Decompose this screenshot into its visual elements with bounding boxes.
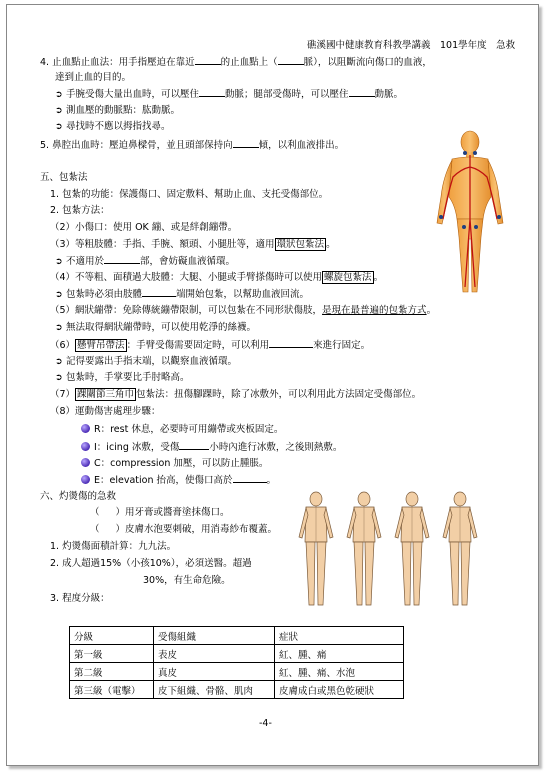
gem-bullet-icon: [81, 475, 90, 484]
table-row: [70, 663, 404, 681]
table-header-cell: 症狀: [275, 627, 404, 645]
part5-item-6: （6） 懸臂吊帶法 ：手臂受傷需要固定時，可以利用 來進行固定。: [50, 340, 371, 351]
table-header-cell: 分級: [70, 627, 154, 645]
sec5-nosebleed: 5. 鼻腔出血時：壓迫鼻樑骨，並且頭部保持向 傾，以利血液排出。: [40, 140, 345, 151]
table-cell: 第二級: [70, 663, 154, 681]
rice-r: R：rest 休息，必要時可用繃帶或夾板固定。: [81, 423, 283, 436]
burn-degree-table: [69, 626, 404, 699]
part5-item-2: （2）小傷口：使用 OK 繃、或是絆創繃帶。: [50, 222, 238, 233]
part6-heading: 六、灼燙傷的急救: [40, 491, 117, 502]
table-cell: 皮下組織、骨骼、肌肉: [154, 681, 275, 699]
table-cell: 紅、腫、痛、水泡: [275, 663, 404, 681]
table-cell: 紅、腫、痛: [275, 645, 404, 663]
part5-heading: 五、包紮法: [40, 172, 88, 183]
part6-point-3: 3. 程度分級：: [50, 593, 110, 604]
rice-e: E：elevation 抬高，使傷口高於 。: [81, 473, 276, 487]
table-cell: 第一級: [70, 645, 154, 663]
arrow-bullet-icon: ➲: [55, 122, 63, 132]
sec4-bullet-3: ➲ 尋找時不應以拇指找尋。: [55, 121, 171, 132]
table-row: [70, 681, 404, 699]
rice-i: I：icing 冰敷，受傷 小時內進行冰敷，之後則熱敷。: [81, 440, 342, 454]
arrow-bullet-icon: ➲: [55, 357, 63, 367]
gem-bullet-icon: [81, 458, 90, 467]
sec4-bullet-1: ➲ 手腕受傷大量出血時，可以壓住 動脈；腿部受傷時，可以壓住 動脈。: [55, 89, 404, 100]
arrow-bullet-icon: ➲: [55, 290, 63, 300]
part5-point-1: 1. 包紮的功能：保護傷口、固定敷料、幫助止血、支托受傷部位。: [50, 189, 329, 200]
part5-item-3: （3）等粗肢體：手指、手腕、額頭、小腿肚等，適用 環狀包紮法 。: [50, 239, 336, 250]
part5-item-6-note-2: ➲ 包紮時，手掌要比手肘略高。: [55, 372, 190, 383]
part5-item-3-note: ➲ 不適用於 部，會妨礙血液循環。: [55, 256, 236, 267]
arrow-bullet-icon: ➲: [55, 106, 63, 116]
page-number: -4-: [259, 718, 272, 729]
document-page: [6, 4, 539, 766]
part5-item-5-note: ➲ 無法取得網狀繃帶時，可以使用乾淨的絲襪。: [55, 322, 257, 333]
gem-bullet-icon: [81, 442, 90, 451]
rice-c: C：compression 加壓，可以防止腫脹。: [81, 457, 268, 470]
part5-item-7: （7） 踝關節三角巾 包紮法：扭傷腳踝時，除了冰敷外，可以利用此方法固定受傷部位。: [50, 389, 422, 400]
sec4-title-line2: 達到止血的目的。: [55, 72, 132, 83]
arrow-bullet-icon: ➲: [55, 373, 63, 383]
gem-bullet-icon: [81, 424, 90, 433]
arrow-bullet-icon: ➲: [55, 90, 63, 100]
rule-of-nines-figure: [294, 487, 494, 617]
part6-point-2-cont: 30%，有生命危險。: [143, 575, 231, 586]
table-cell: 表皮: [154, 645, 275, 663]
part6-option-2: （ ）皮膚水泡要刺破，用消毒紗布覆蓋。: [90, 524, 278, 535]
sec4-bullet-2: ➲ 測血壓的動脈點：肱動脈。: [55, 105, 181, 116]
arrow-bullet-icon: ➲: [55, 257, 63, 267]
part5-point-2: 2. 包紮方法：: [50, 205, 110, 216]
part5-item-4: （4）不等粗、面積過大肢體：大腿、小腿或手臂搽傷時可以使用 螺旋包紮法 。: [50, 272, 384, 283]
part5-item-6-note-1: ➲ 記得要露出手指末端，以觀察血液循環。: [55, 356, 238, 367]
part6-point-1: 1. 灼燙傷面積計算：九九法。: [50, 541, 177, 552]
table-row: [70, 645, 404, 663]
part5-item-4-note: ➲ 包紮時必須由肢體 端開始包紮，以幫助血液回流。: [55, 289, 310, 300]
part5-item-8: （8）運動傷害處理步驟：: [50, 406, 161, 417]
table-cell: 皮膚成白或黑色乾硬狀: [275, 681, 404, 699]
part5-item-5: （5）網狀繃帶：免除傳統繃帶限制，可以包紮在不同形狀傷肢，是現在最普遍的包紮方式。: [50, 305, 437, 316]
table-header-row: [70, 627, 404, 645]
part6-point-2: 2. 成人超過15%（小孩10%），必須送醫。超過: [50, 558, 252, 569]
part6-option-1: （ ）用牙膏或醬膏塗抹傷口。: [90, 507, 230, 518]
artery-body-figure: [425, 127, 515, 297]
table-cell: 第三級（電擊）: [70, 681, 154, 699]
table-cell: 真皮: [154, 663, 275, 681]
arrow-bullet-icon: ➲: [55, 323, 63, 333]
page-header: 礁溪國中健康教育科教學講義 101學年度 急救: [307, 40, 516, 51]
sec4-title: 4. 止血點止血法：用手指壓迫在靠近 的止血點上（ 脈），以阻斷流向傷口的血液，: [40, 57, 432, 68]
table-header-cell: 受傷組織: [154, 627, 275, 645]
